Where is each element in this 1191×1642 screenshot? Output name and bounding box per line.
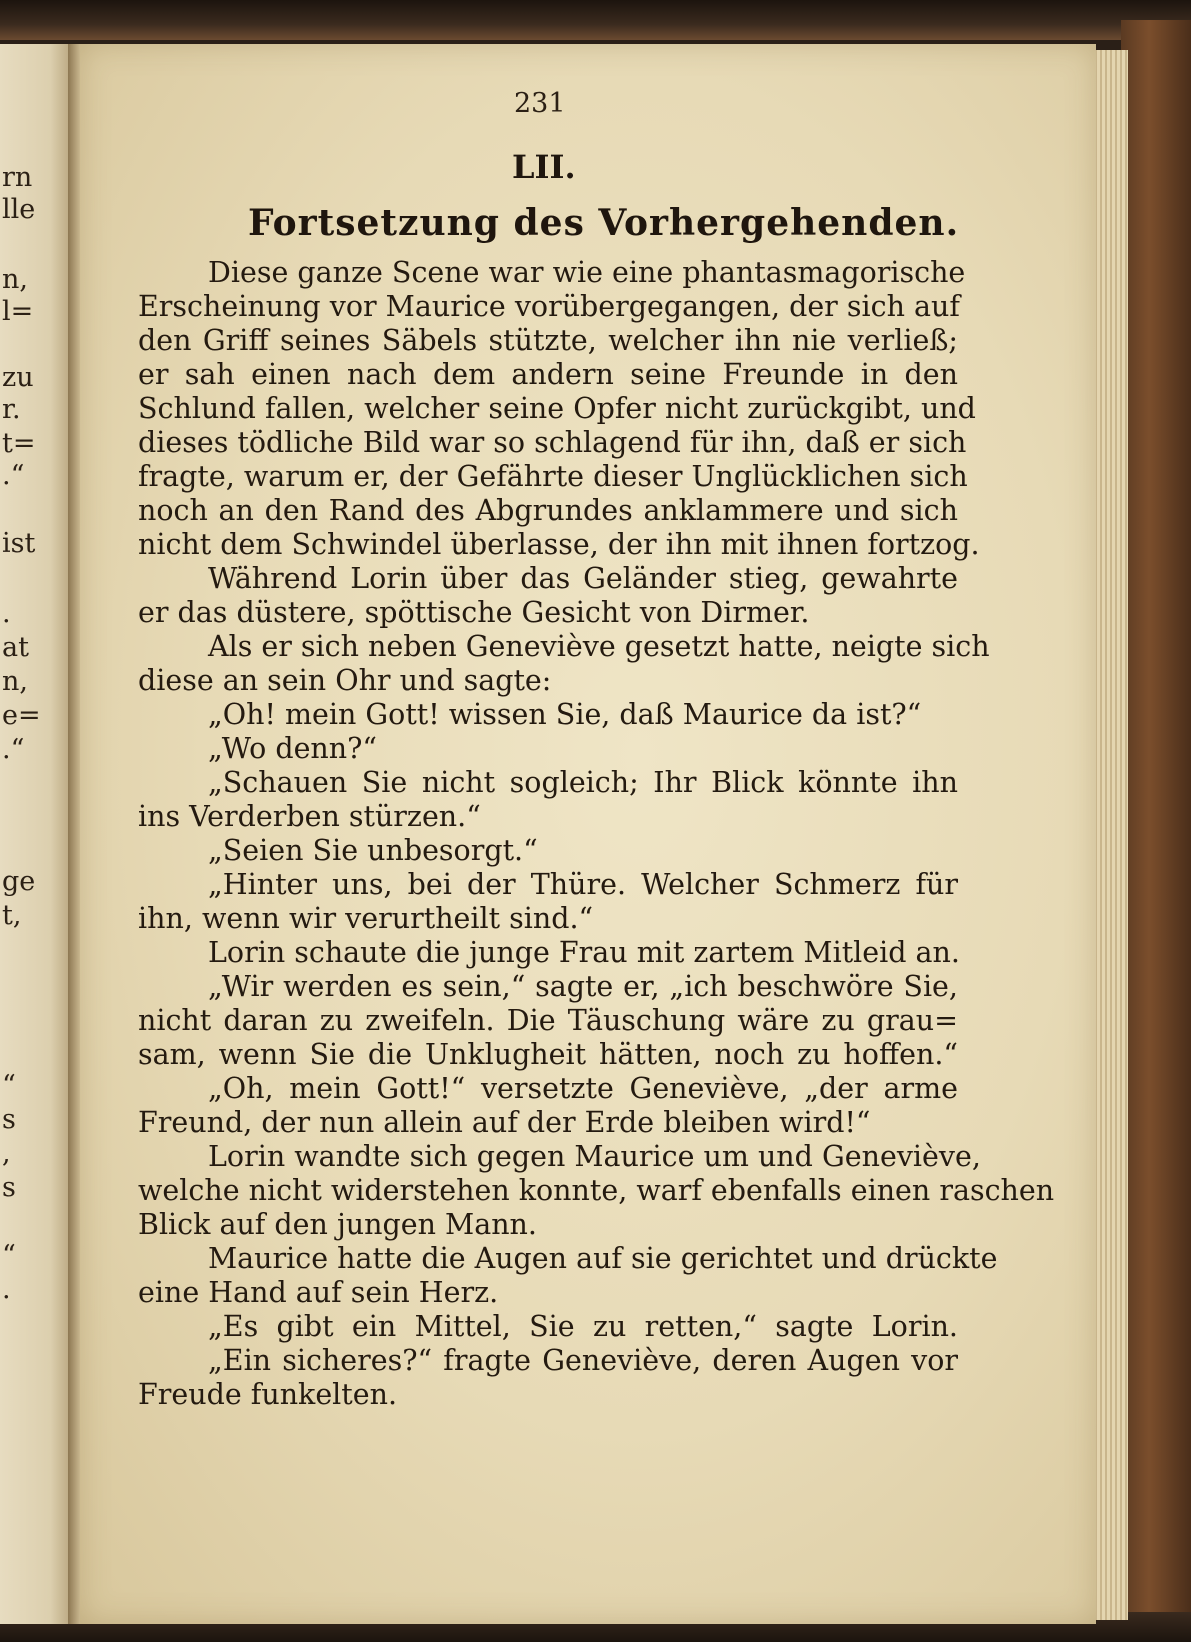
text-line: er das düstere, spöttische Gesicht von Dirmer. [138, 596, 810, 629]
chapter-title: Fortsetzung des Vorhergehenden. [248, 202, 960, 244]
text-line: eine Hand auf sein Herz. [138, 1276, 499, 1309]
page-edges [1092, 50, 1128, 1620]
left-fragment: l= [2, 296, 34, 327]
text-line: den Griff seines Säbels stützte, welcher ihn nie verließ; [138, 324, 958, 357]
left-fragment: .“ [2, 460, 25, 491]
book-cover-top [0, 0, 1191, 40]
text-line: diese an sein Ohr und sagte: [138, 664, 552, 697]
text-line: Freund, der nun allein auf der Erde bleiben wird!“ [138, 1106, 871, 1139]
left-fragment: lle [2, 194, 36, 225]
text-line: Diese ganze Scene war wie eine phantasmagorische [208, 256, 966, 289]
left-fragment: . [2, 598, 11, 629]
text-line: Erscheinung vor Maurice vorübergegangen, der sich auf [138, 290, 960, 323]
text-line: nicht daran zu zweifeln. Die Täuschung wäre zu grau= [138, 1004, 958, 1037]
left-fragment: , [2, 1138, 11, 1169]
left-fragment: ge [2, 866, 36, 897]
text-line: „Ein sicheres?“ fragte Geneviève, deren Augen vor [208, 1344, 958, 1377]
left-fragment: r. [2, 394, 21, 425]
text-line: „Seien Sie unbesorgt.“ [208, 834, 538, 867]
text-line: „Schauen Sie nicht sogleich; Ihr Blick könnte ihn [208, 766, 958, 799]
text-line: welche nicht widerstehen konnte, warf ebenfalls einen raschen [138, 1174, 1055, 1207]
left-fragment: e= [2, 700, 41, 731]
book-cover-right [1121, 20, 1191, 1642]
left-fragment: s [2, 1104, 16, 1135]
text-line: sam, wenn Sie die Unklugheit hätten, noch zu hoffen.“ [138, 1038, 958, 1071]
text-line: dieses tödliche Bild war so schlagend für ihn, daß er sich [138, 426, 967, 459]
left-fragment: s [2, 1172, 16, 1203]
left-page [0, 44, 72, 1624]
page-number: 231 [514, 88, 566, 119]
left-fragment: n, [2, 264, 28, 295]
text-line: fragte, warum er, der Gefährte dieser Unglücklichen sich [138, 460, 968, 493]
text-line: noch an den Rand des Abgrundes anklammere und sich [138, 494, 958, 527]
text-line: Blick auf den jungen Mann. [138, 1208, 537, 1241]
left-fragment: . [2, 1274, 11, 1305]
text-line: „Es gibt ein Mittel, Sie zu retten,“ sagte Lorin. [208, 1310, 958, 1343]
text-line: Schlund fallen, welcher seine Opfer nicht zurückgibt, und [138, 392, 976, 425]
chapter-number: LII. [512, 148, 576, 186]
left-fragment: zu [2, 362, 34, 393]
left-fragment: t, [2, 900, 22, 931]
text-line: Lorin wandte sich gegen Maurice um und Geneviève, [208, 1140, 981, 1173]
text-line: ins Verderben stürzen.“ [138, 800, 481, 833]
text-line: er sah einen nach dem andern seine Freunde in den [138, 358, 958, 391]
text-line: „Wo denn?“ [208, 732, 377, 765]
text-line: Lorin schaute die junge Frau mit zartem Mitleid an. [208, 936, 960, 969]
left-fragment: “ [2, 1240, 16, 1271]
left-fragment: t= [2, 428, 36, 459]
text-line: „Wir werden es sein,“ sagte er, „ich beschwöre Sie, [208, 970, 958, 1003]
text-line: Als er sich neben Geneviève gesetzt hatte, neigte sich [208, 630, 990, 663]
left-fragment: rn [2, 162, 33, 193]
left-fragment: ist [2, 528, 36, 559]
text-line: Freude funkelten. [138, 1378, 398, 1411]
text-line: „Oh, mein Gott!“ versetzte Geneviève, „der arme [208, 1072, 958, 1105]
text-line: Maurice hatte die Augen auf sie gerichtet und drückte [208, 1242, 998, 1275]
text-line: „Oh! mein Gott! wissen Sie, daß Maurice da ist?“ [208, 698, 922, 731]
left-fragment: .“ [2, 734, 25, 765]
text-line: Während Lorin über das Geländer stieg, gewahrte [208, 562, 958, 595]
text-line: „Hinter uns, bei der Thüre. Welcher Schmerz für [208, 868, 958, 901]
text-line: nicht dem Schwindel überlasse, der ihn mit ihnen fortzog. [138, 528, 980, 561]
left-fragment: n, [2, 666, 28, 697]
text-line: ihn, wenn wir verurtheilt sind.“ [138, 902, 594, 935]
left-fragment: at [2, 632, 29, 663]
left-fragment: “ [2, 1070, 16, 1101]
